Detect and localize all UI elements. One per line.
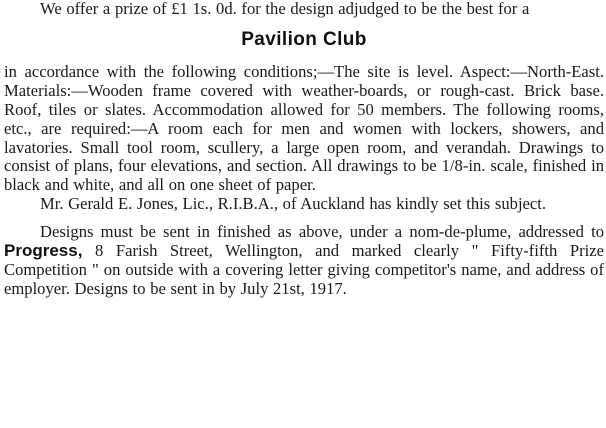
conditions-paragraph: in accordance with the following conditions;—The site is level. Aspect:—North-East. Materials:—Wooden frame covered with weather-boards, or rough-cast. Brick base. Roof, tiles or slates. Accommodation allowed for 50 members. The following rooms, etc., are required:—A room each for men and women with lockers, showers, and lavatories. Small tool room, scullery, a large open room, and verandah. Drawings to consist of plans, four elevations, and section. All drawings to be 1/8-in. scale, finished in black and white, and all on one sheet of paper.	[4, 61, 604, 195]
submission-text-after: 8 Farish Street, Wellington, and marked clearly " Fifty-fifth Prize Competition " on outside with a covering letter giving competitor's name, and address of employer. Designs to be sent in by July 21st, 1917.	[4, 241, 604, 298]
document-page	[4, 0, 604, 428]
submission-paragraph	[4, 223, 604, 299]
submission-text-before: Designs must be sent in finished as above, under a nom-de-plume, addressed to	[40, 222, 604, 242]
intro-paragraph: We offer a prize of £1 1s. 0d. for the design adjudged to be the best for a	[40, 0, 530, 18]
judge-paragraph: Mr. Gerald E. Jones, Lic., R.I.B.A., of Auckland has kindly set this subject.	[40, 194, 547, 214]
publication-name: Progress,	[4, 241, 83, 261]
page-title: Pavilion Club	[241, 28, 367, 50]
